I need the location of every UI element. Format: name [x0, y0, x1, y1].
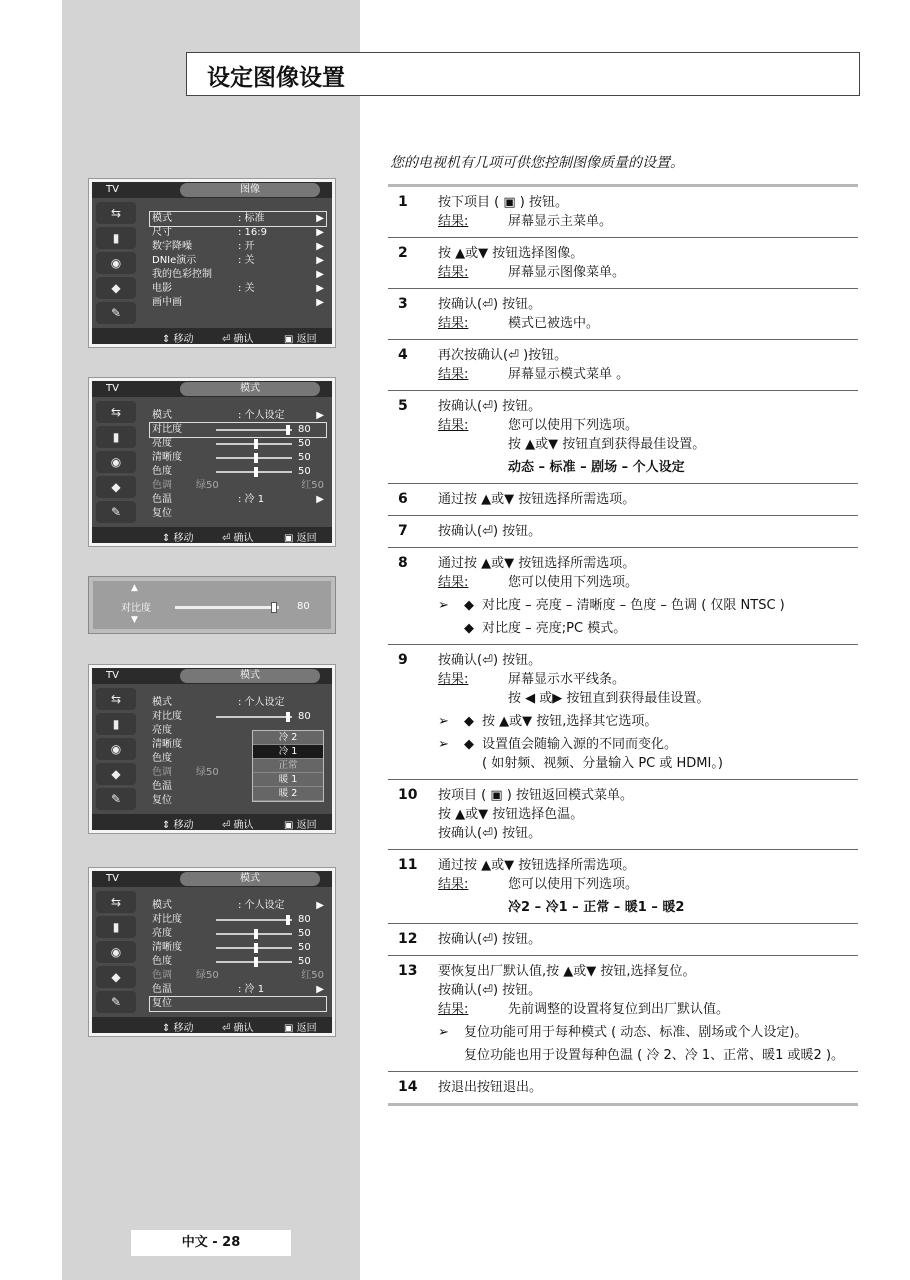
- step-8: [388, 548, 858, 645]
- menu-rows: [150, 409, 326, 521]
- menu-row: 模式 : 标准 ▶: [152, 213, 324, 224]
- reset-row: 复位: [152, 508, 172, 519]
- steps-list: [388, 184, 858, 1106]
- setup-icon: ✎: [96, 501, 136, 523]
- step-number: 8: [398, 555, 408, 571]
- step-text: 通过按 ▲或▼ 按钮选择所需选项。: [438, 556, 636, 571]
- sound-icon: ◉: [96, 451, 136, 473]
- step-5: [388, 391, 858, 484]
- diamond-icon: ◆: [464, 621, 474, 636]
- step-text: 按确认(⏎) 按钮。: [438, 826, 542, 841]
- tv-menu-mode: [88, 377, 336, 547]
- step-text: 按 ▲或▼ 按钮选择图像。: [438, 246, 584, 261]
- picture-icon: ▮: [96, 227, 136, 249]
- step-7: [388, 516, 858, 548]
- result-line: [438, 314, 858, 333]
- result-label: 结果:: [438, 265, 469, 280]
- popup-option[interactable]: 冷 2: [253, 731, 323, 745]
- options-list: 动态 – 标准 – 剧场 – 个人设定: [508, 460, 685, 475]
- sound-icon: ◉: [96, 252, 136, 274]
- step-number: 9: [398, 652, 408, 668]
- setup-icon: ✎: [96, 788, 136, 810]
- result-label: 结果:: [438, 367, 469, 382]
- menu-icons: [96, 401, 140, 526]
- contrast-row: 对比度 80: [150, 423, 326, 437]
- diamond-icon: ◆: [464, 598, 474, 613]
- channel-icon: ◆: [96, 763, 136, 785]
- menu-row: 数字降噪 : 开 ▶: [152, 241, 324, 252]
- result-label: 结果:: [438, 672, 469, 687]
- slider-label: 对比度: [121, 603, 151, 614]
- result-text: 屏幕显示主菜单。: [508, 214, 613, 229]
- nav-back: ▣ 返回: [284, 334, 317, 345]
- options-list: 冷2 – 冷1 – 正常 – 暖1 – 暖2: [508, 900, 685, 915]
- result-label: 结果:: [438, 418, 469, 433]
- step-13: [388, 956, 858, 1072]
- input-icon: ⇆: [96, 688, 136, 710]
- channel-icon: ◆: [96, 476, 136, 498]
- result-line: [438, 416, 858, 435]
- menu-rows: [150, 212, 326, 310]
- step-number: 7: [398, 523, 408, 539]
- tint-row: 色调 绿50 红50: [152, 480, 324, 491]
- diamond-icon: ◆: [464, 737, 474, 752]
- menu-nav-bar: [92, 328, 332, 344]
- step-text: 再次按确认(⏎ )按钮。: [438, 348, 568, 363]
- result-label: 结果:: [438, 214, 469, 229]
- channel-icon: ◆: [96, 277, 136, 299]
- result-text: 按 ◀ 或▶ 按钮直到获得最佳设置。: [508, 691, 710, 706]
- popup-option[interactable]: 暖 2: [253, 787, 323, 801]
- step-text: 通过按 ▲或▼ 按钮选择所需选项。: [438, 858, 636, 873]
- note-line: [438, 735, 858, 754]
- menu-nav-bar: ⇕ 移动 ⏎ 确认 ▣ 返回: [92, 527, 332, 543]
- channel-icon: ◆: [96, 966, 136, 988]
- intro-text: 您的电视机有几项可供您控制图像质量的设置。: [390, 155, 684, 171]
- step-text: 按下项目 ( ▣ ) 按钮。: [438, 195, 568, 210]
- result-text: 按 ▲或▼ 按钮直到获得最佳设置。: [508, 437, 706, 452]
- result-line: [438, 573, 858, 592]
- menu-icons: [96, 202, 140, 327]
- nav-ok: ⏎ 确认: [222, 334, 254, 345]
- tv-label: TV: [106, 184, 119, 195]
- result-label: 结果:: [438, 877, 469, 892]
- step-text: 通过按 ▲或▼ 按钮选择所需选项。: [438, 492, 636, 507]
- arrow-icon: [438, 619, 464, 638]
- arrow-icon: ➢: [438, 1025, 449, 1040]
- step-11: [388, 850, 858, 924]
- step-text: 按确认(⏎) 按钮。: [438, 399, 542, 414]
- result-line: [438, 875, 858, 894]
- note-text: 复位功能也用于设置每种色温 ( 冷 2、冷 1、正常、暖1 或暖2 )。: [464, 1048, 845, 1063]
- step-text: 按确认(⏎) 按钮。: [438, 932, 542, 947]
- result-line: [438, 212, 858, 231]
- down-icon: ▼: [131, 615, 138, 625]
- step-number: 11: [398, 857, 418, 873]
- step-number: 5: [398, 398, 408, 414]
- step-4: [388, 340, 858, 391]
- arrow-icon: ➢: [438, 737, 449, 752]
- result-line: [438, 1000, 858, 1019]
- sound-icon: ◉: [96, 941, 136, 963]
- menu-row: 尺寸 : 16:9 ▶: [152, 227, 324, 238]
- step-2: [388, 238, 858, 289]
- step-number: 4: [398, 347, 408, 363]
- result-label: 结果:: [438, 1002, 469, 1017]
- input-icon: ⇆: [96, 401, 136, 423]
- step-text: 要恢复出厂默认值,按 ▲或▼ 按钮,选择复位。: [438, 964, 696, 979]
- result-text: 先前调整的设置将复位到出厂默认值。: [508, 1002, 730, 1017]
- diamond-icon: ◆: [464, 714, 474, 729]
- popup-option[interactable]: 正常: [253, 759, 323, 773]
- menu-row: 我的色彩控制 ▶: [152, 269, 324, 280]
- page-footer: 中文 - 28: [131, 1230, 291, 1256]
- sharpness-row: 清晰度 50: [152, 452, 311, 463]
- step-text: 按确认(⏎) 按钮。: [438, 983, 542, 998]
- result-label: 结果:: [438, 575, 469, 590]
- menu-rows: 模式 : 个人设定 ▶ 对比度 80 亮度 50 清晰度 50 色度 50 色调 绿50 红50 色温 : 冷 1 ▶ 复位: [152, 900, 324, 1009]
- menu-row: DNIe演示 : 关 ▶: [152, 255, 324, 266]
- setup-icon: ✎: [96, 302, 136, 324]
- note-text: 复位功能可用于每种模式 ( 动态、标准、剧场或个人设定)。: [464, 1025, 808, 1040]
- slider-knob: [271, 602, 277, 613]
- setup-icon: ✎: [96, 991, 136, 1013]
- result-text: 您可以使用下列选项。: [508, 575, 639, 590]
- menu-row: 电影 : 关 ▶: [152, 283, 324, 294]
- note-line: [438, 1046, 858, 1065]
- note-text: ( 如射频、视频、分量输入 PC 或 HDMI。): [482, 756, 723, 771]
- tv-menu-mode-reset: TV 模式 ⇆ ▮ ◉ ◆ ✎ 模式 : 个人设定 ▶ 对比度 80 亮度 50 清晰度 50 色度 50 色调 绿50 红50 色温 : 冷 1 ▶ 复位 ⇕ 移动 ⏎ 确认 ▣ 返回: [88, 867, 336, 1037]
- popup-option[interactable]: 暖 1: [253, 773, 323, 787]
- popup-option[interactable]: 冷 1: [253, 745, 323, 759]
- note-text: 按 ▲或▼ 按钮,选择其它选项。: [482, 714, 658, 729]
- arrow-icon: ➢: [438, 714, 449, 729]
- result-text: 您可以使用下列选项。: [508, 418, 639, 433]
- menu-title: 图像: [180, 183, 320, 197]
- note-text: 设置值会随输入源的不同而变化。: [482, 737, 678, 752]
- step-number: 10: [398, 787, 418, 803]
- step-number: 3: [398, 296, 408, 312]
- note-line: [438, 1023, 858, 1042]
- tv-menu-mode-temp: TV 模式 ⇆ ▮ ◉ ◆ ✎ 模式 : 个人设定 对比度 80 亮度 清晰度 色度 色调 绿50 色温 复位 冷 2 冷 1 正常 暖 1 暖 2 ⇕ 移动 ⏎ 确认 ▣ 返回: [88, 664, 336, 834]
- input-icon: ⇆: [96, 891, 136, 913]
- step-number: 12: [398, 931, 418, 947]
- note-line: [438, 619, 858, 638]
- result-text: 屏幕显示图像菜单。: [508, 265, 626, 280]
- up-icon: ▲: [131, 583, 138, 593]
- slider-value: 80: [297, 601, 310, 612]
- nav-move: ⇕ 移动: [162, 334, 194, 345]
- step-12: [388, 924, 858, 956]
- step-1: [388, 187, 858, 238]
- slider-track: [175, 606, 279, 609]
- result-line: [438, 365, 858, 384]
- picture-icon: ▮: [96, 916, 136, 938]
- note-text: 对比度 – 亮度;PC 模式。: [482, 621, 627, 636]
- result-line: [438, 263, 858, 282]
- arrow-icon: [438, 1046, 464, 1065]
- result-text: 您可以使用下列选项。: [508, 877, 639, 892]
- picture-icon: ▮: [96, 713, 136, 735]
- step-number: 14: [398, 1079, 418, 1095]
- tv-menu-picture: [88, 178, 336, 348]
- color-temp-popup[interactable]: [252, 730, 324, 802]
- step-6: [388, 484, 858, 516]
- step-text: 按项目 ( ▣ ) 按钮返回模式菜单。: [438, 788, 633, 803]
- menu-row: 画中画 ▶: [152, 297, 324, 308]
- step-number: 1: [398, 194, 408, 210]
- color-row: 色度 50: [152, 466, 311, 477]
- brightness-row: 亮度 50: [152, 438, 311, 449]
- step-text: 按确认(⏎) 按钮。: [438, 297, 542, 312]
- step-10: [388, 780, 858, 850]
- result-text: 模式已被选中。: [508, 316, 600, 331]
- temp-row: 色温 : 冷 1 ▶: [152, 494, 324, 505]
- result-text: 屏幕显示模式菜单 。: [508, 367, 630, 382]
- step-number: 13: [398, 963, 418, 979]
- step-number: 6: [398, 491, 408, 507]
- result-line: [438, 670, 858, 689]
- mode-row: 模式 : 个人设定 ▶: [152, 410, 324, 421]
- step-number: 2: [398, 245, 408, 261]
- input-icon: ⇆: [96, 202, 136, 224]
- step-text: 按 ▲或▼ 按钮选择色温。: [438, 807, 584, 822]
- note-line: [438, 596, 858, 615]
- arrow-icon: ➢: [438, 598, 449, 613]
- result-label: 结果:: [438, 316, 469, 331]
- sound-icon: ◉: [96, 738, 136, 760]
- result-text: 屏幕显示水平线条。: [508, 672, 626, 687]
- step-9: [388, 645, 858, 780]
- menu-title: 模式: [180, 382, 320, 396]
- step-text: 按确认(⏎) 按钮。: [438, 524, 542, 539]
- note-line: [438, 712, 858, 731]
- menu-rows: 模式 : 个人设定 对比度 80 亮度 清晰度 色度 色调 绿50 色温 复位: [152, 697, 311, 806]
- step-text: 按退出按钮退出。: [438, 1080, 543, 1095]
- note-text: 对比度 – 亮度 – 清晰度 – 色度 – 色调 ( 仅限 NTSC ): [482, 598, 785, 613]
- step-text: 按确认(⏎) 按钮。: [438, 653, 542, 668]
- tv-label: TV: [106, 383, 119, 394]
- step-14: [388, 1072, 858, 1106]
- picture-icon: ▮: [96, 426, 136, 448]
- page-title: 设定图像设置: [186, 52, 860, 96]
- step-3: [388, 289, 858, 340]
- contrast-slider-box: [88, 576, 336, 634]
